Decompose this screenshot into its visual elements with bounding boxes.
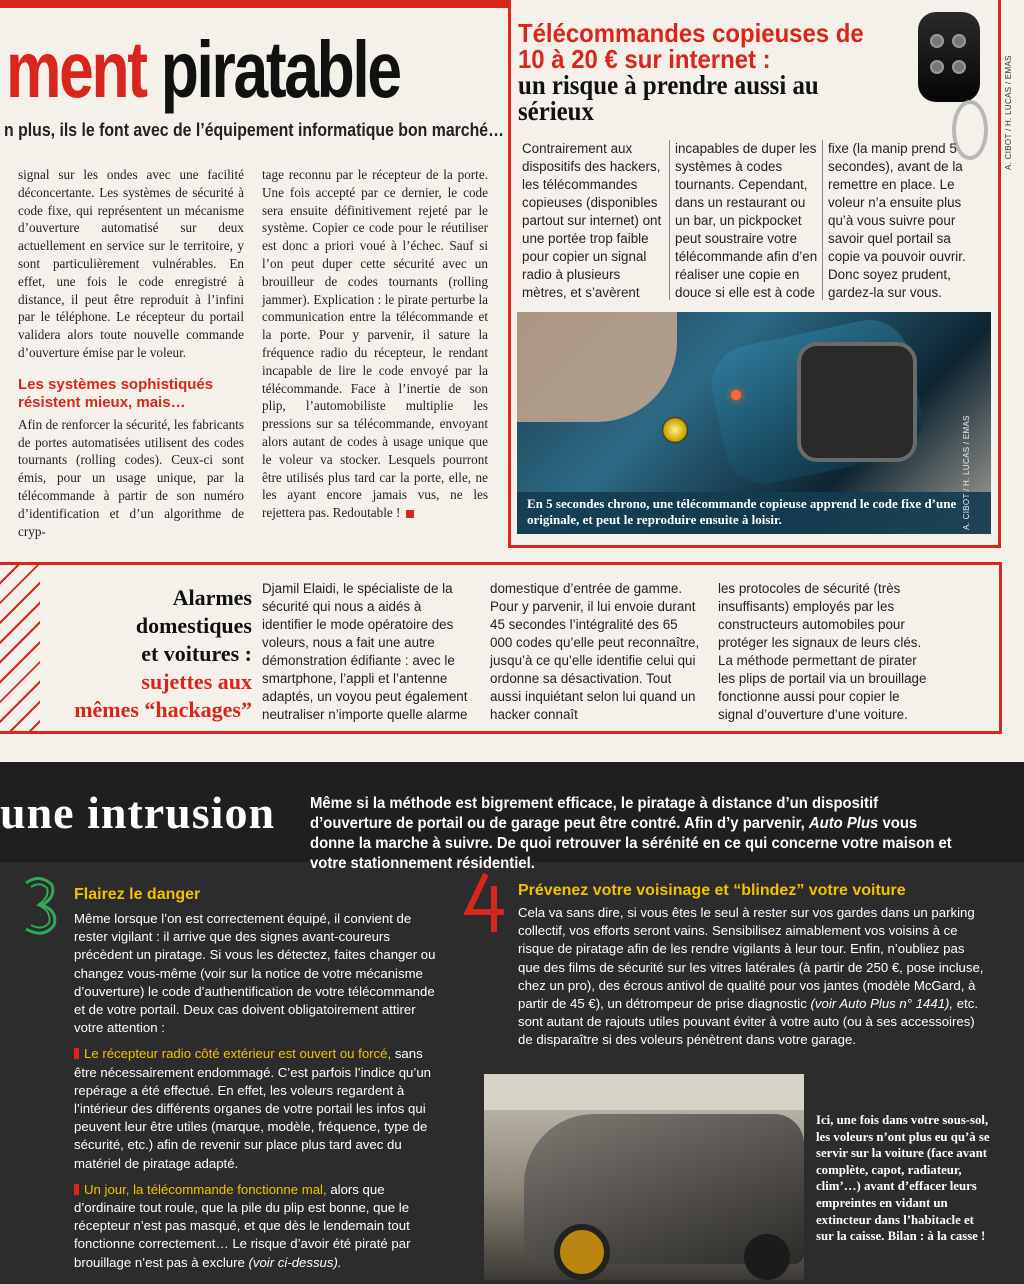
alarm-title-line: domestiques bbox=[135, 613, 252, 638]
sidebar-title-red: Télécommandes copieuses de 10 à 20 € sur internet : bbox=[518, 18, 864, 74]
keyfob-button-icon bbox=[952, 34, 966, 48]
stripped-car-photo bbox=[484, 1074, 804, 1280]
article-col2-text: tage reconnu par le récepteur de la porte. Une fois accepté par ce dernier, le code sera ensuite définitivement rejeté par le système. Copier ce code pour le réutiliser est donc a priori voué à l’échec. Sauf si l’on peut duper cette sécurité avec un brouilleur de codes tournants (rolling jammer). Explication : le pirate perturbe la communication entre la télécommande et la porte. Pour y parvenir, il sature la fréquence radio du récepteur, le rendant incapable de lire le code envoyé par la télécommande. Face à l’inertie de son plip, l’automobiliste multiplie les pressions sur sa télécommande, envoyant alors autant de codes à usage unique que le voleur va stocker. Lesquels pourront être utilisés plus tard car la porte, elle, ne les ayant encore jamais vus, ne les rejettera pas. Redoutable ! bbox=[262, 167, 488, 521]
headline-black: piratable bbox=[160, 25, 400, 114]
article-col1-para2: Afin de renforcer la sécurité, les fabricants de portes automatisées utilisent des codes tournants (rolling codes). Ceux-ci sont émis, pour un usage unique, par la télécommande à partir de son numéro d’identification et d’un algorithme de cryp- bbox=[18, 416, 244, 539]
garage-wall-shape bbox=[484, 1074, 804, 1110]
alarm-col-3: les protocoles de sécurité (très insuffisants) employés par les constructeurs automobiles pour protéger les signaux de leurs clés. La méthode permettant de pirater les plips de portail via un brouillage fonctionne aussi pour copier le signal d’ouverture d’une voiture. bbox=[718, 581, 927, 722]
red-led-shape bbox=[731, 390, 741, 400]
sidebar-title bbox=[518, 20, 886, 124]
headline-red: ment bbox=[6, 25, 146, 114]
step-4-digit: 4 bbox=[486, 911, 488, 913]
step-4-body bbox=[518, 904, 988, 1058]
sidebar-col-2: incapables de duper les systèmes à codes tournants. Cependant, dans un restaurant ou un bar, un pickpocket peut soustraire votre télécommande afin d’en réaliser une copie en douce si elle est à code bbox=[675, 141, 818, 300]
alarm-col-1: Djamil Elaidi, le spécialiste de la sécurité qui nous a aidés à identifier le mode opératoire des voleurs, nous a fait une autre démonstration édifiante : avec le smartphone, l’appli et l’antenne adaptés, un voyou peut également neutraliser n’importe quelle alarme bbox=[262, 581, 468, 722]
keyfob-button-icon bbox=[930, 60, 944, 74]
article-col1-para1: signal sur les ondes avec une facilité déconcertante. Les systèmes de sécurité à code fixe, qui représentent un mécanisme d’ouverture automatisé sur deux actuellement en service sur le territoire, y sont particulièrement vulnérables. En effet, une fois le code enregistré à distance, il peut être reproduit à l’infini par le téléphone. Le récepteur du portail validera alors toute nouvelle commande d’ouverture émise par le voleur. bbox=[18, 167, 244, 360]
brand-name: Auto Plus bbox=[808, 815, 879, 832]
step-3-heading: Flairez le danger bbox=[74, 886, 201, 903]
alarm-title-line: et voitures : bbox=[141, 641, 252, 666]
alarm-title-red: mêmes “hackages” bbox=[74, 697, 252, 722]
headline-subtitle: n plus, ils le font avec de l’équipement informatique bon marché… bbox=[4, 120, 504, 140]
alarm-title-line: Alarmes bbox=[172, 585, 252, 610]
step-3-bullet-1 bbox=[74, 1045, 442, 1172]
step-3-body bbox=[74, 910, 442, 1280]
article-col2-para bbox=[262, 166, 488, 522]
keyfob-button-icon bbox=[952, 60, 966, 74]
section-intro bbox=[310, 794, 959, 874]
section-title: une intrusion bbox=[0, 787, 276, 838]
keyfob-button-icon bbox=[930, 34, 944, 48]
keyfob-icon bbox=[918, 12, 980, 102]
yellow-button-shape bbox=[662, 417, 688, 443]
sidebar-col-3: fixe (la manip prend 5 secondes), avant de la remettre en place. Le voleur n’a ensuite plus qu’à vous suivre pour savoir quel portail sa copie va pouvoir ouvrir. Donc soyez prudent, gardez-la sur vous. bbox=[828, 141, 966, 300]
step-4-text: etc. sont autant de rajouts utiles pouvant éviter à votre auto (ou à ses accessoires) de disparaître si des voleurs pénètrent dans votre garage. bbox=[518, 996, 979, 1048]
bullet-text: alors que d’ordinaire tout roule, que la pile du plip est bonne, que le récepteur n’est pas masqué, et que dès le lendemain tout fonctionne correctement… Le risque d’avoir été piraté par brouillage n’est pas à exclure bbox=[74, 1181, 411, 1270]
article-subheading: Les systèmes sophistiqués résistent mieux, mais… bbox=[18, 375, 214, 411]
car-photo-caption: Ici, une fois dans votre sous-sol, les voleurs n’ont plus eu qu’à se servir sur la voiture (face avant complète, capot, radiateur, clim’…) avant d’effacer leurs empreintes en vidant un extincteur dans l’habitacle et sur la caisse. Bilan : à la casse ! bbox=[816, 1113, 990, 1244]
bullet-lead: Un jour, la télécommande fonctionne mal, bbox=[84, 1181, 327, 1197]
top-red-rule bbox=[0, 0, 510, 8]
alarm-title bbox=[30, 584, 252, 724]
bullet-text: sans être nécessairement endommagé. C’est parfois l’indice qu’un repérage a été effectué. En effet, les voleurs regardent à l’intérieur des différents organes de votre portail les infos qui peuvent leur être utiles (marque, modèle, fréquence, type de sécurité, etc.) afin de revenir sur place plus tard avec du matériel de piratage adapté. bbox=[74, 1046, 431, 1171]
article-col-2 bbox=[262, 166, 488, 522]
step-4-heading: Prévenez votre voisinage et “blindez” votre voiture bbox=[518, 882, 906, 899]
wheel-shape bbox=[744, 1234, 790, 1280]
step-3-para: Même lorsque l’on est correctement équipé, il convient de rester vigilant : il arrive que des signes avant-coureurs précèdent un piratage. Si vous les détectez, faites changer ou changez vous-même (voir sur la notice de votre mécanisme d’ouverture) le code d’authentification de votre télécommande et de votre portail. Deux cas doivent obligatoirement attirer votre attention : bbox=[74, 911, 436, 1036]
bullet-icon bbox=[74, 1048, 79, 1059]
step-3-bullet-2 bbox=[74, 1181, 442, 1272]
copier-remote-shape bbox=[797, 342, 917, 462]
step-4-number bbox=[464, 872, 508, 934]
column-divider bbox=[669, 140, 670, 300]
intro-text: vous donne la marche à suivre. De quoi retrouver la sérénité en ce qui concerne votre maison et votre stationnement résidentiel. bbox=[310, 815, 952, 872]
brake-disc-shape bbox=[554, 1224, 610, 1280]
bullet-reference: (voir ci-dessus). bbox=[248, 1254, 342, 1270]
photo-credit-top: A. CIBOT / H. LUCAS / EMAS bbox=[1004, 55, 1013, 170]
bullet-lead: Le récepteur radio côté extérieur est ouvert ou forcé, bbox=[84, 1046, 392, 1062]
alarm-col-2: domestique d’entrée de gamme. Pour y parvenir, il lui envoie durant 45 secondes l’intégralité des 65 000 codes qu’elle peut reconnaître, jusqu’à ce qu’elle identifie celui qui ordonne sa désactivation. Tout aussi inquiétant selon lui quand un hacker connaît bbox=[490, 581, 700, 722]
sidebar-title-black: un risque à prendre aussi au sérieux bbox=[518, 70, 819, 126]
headline bbox=[6, 25, 400, 114]
step-4-reference: (voir Auto Plus n° 1441), bbox=[810, 996, 954, 1012]
alarm-title-red: sujettes aux bbox=[141, 669, 252, 694]
intro-text: Même si la méthode est bigrement efficace, le piratage à distance d’un dispositif d’ouverture de portail ou de garage peut être contré. Afin d’y parvenir, bbox=[310, 795, 879, 832]
column-divider bbox=[822, 140, 823, 300]
step-3-digit: 3 bbox=[40, 914, 42, 916]
sidebar-col-1: Contrairement aux dispositifs des hackers, les télécommandes copieuses (disponibles partout sur internet) ont une portée trop faible pour copier un signal radio à plusieurs mètres, et s’avèrent bbox=[522, 141, 662, 300]
photo-credit: A. CIBOT / H. LUCAS / EMAS bbox=[962, 415, 971, 530]
bullet-icon bbox=[74, 1184, 79, 1195]
article-col-1 bbox=[18, 166, 244, 540]
step-4-text: Cela va sans dire, si vous êtes le seul à rester sur vos gardes dans un parking collectif, vos efforts seront vains. Sensibilisez aimablement vos voisins à ce risque de piratage afin de les rendre vigilants à leur tour. Enfin, n’oubliez pas que des films de sécurité sur les vitres latérales (à partir de 250 €, pose incluse, chez un pro), des écrous antivol de qualité pour vos jantes (modèle McGard, à partir de 45 €), un détrompeur de prise diagnostic bbox=[518, 905, 984, 1012]
photo-caption: En 5 secondes chrono, une télécommande copieuse apprend le code fixe d’une originale, et peut le reproduire ensuite à loisir. bbox=[517, 492, 991, 534]
finger-shape bbox=[517, 312, 677, 422]
step-4-para bbox=[518, 904, 988, 1050]
remote-copy-photo bbox=[517, 312, 991, 534]
step-3-number bbox=[20, 875, 60, 937]
end-mark-icon bbox=[406, 510, 414, 518]
